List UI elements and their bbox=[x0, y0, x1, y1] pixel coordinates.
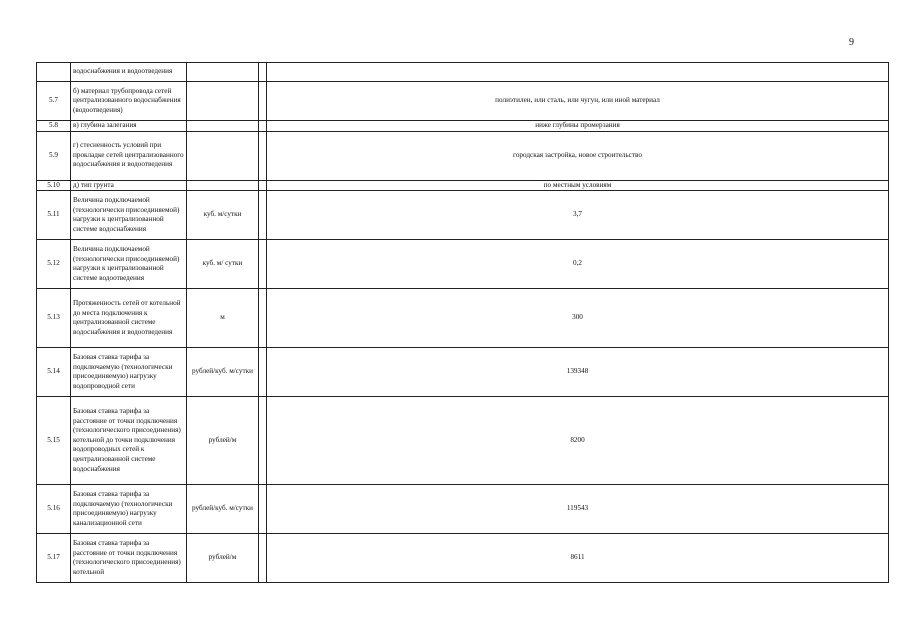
page-number: 9 bbox=[849, 37, 854, 48]
row-parameter: Величина подключаемой (технологически присоединяемой) нагрузки к централизованной системе водоснабжения bbox=[71, 191, 187, 240]
row-number: 5.7 bbox=[37, 82, 71, 121]
table-row bbox=[37, 240, 889, 289]
table-row bbox=[37, 121, 889, 132]
row-value: 119543 bbox=[267, 485, 889, 534]
row-parameter: б) материал трубопровода сетей централизованного водоснабжения (водоотведения) bbox=[71, 82, 187, 121]
row-number: 5.16 bbox=[37, 485, 71, 534]
row-parameter: водоснабжения и водоотведения bbox=[71, 63, 187, 82]
row-unit bbox=[187, 63, 259, 82]
row-parameter: г) стесненность условий при прокладке сетей централизованного водоснабжения и водоотведения bbox=[71, 131, 187, 180]
row-unit: куб. м/ сутки bbox=[187, 240, 259, 289]
table-row bbox=[37, 191, 889, 240]
row-unit: м bbox=[187, 289, 259, 348]
column-gap bbox=[259, 63, 267, 82]
row-value: 8611 bbox=[267, 534, 889, 583]
row-unit bbox=[187, 131, 259, 180]
row-parameter: Протяженность сетей от котельной до места подключения к централизованной системе водоснабжения и водоотведения bbox=[71, 289, 187, 348]
row-parameter: Базовая ставка тарифа за подключаемую (технологически присоединяемую) нагрузку водопроводной сети bbox=[71, 348, 187, 397]
row-unit: куб. м/сутки bbox=[187, 191, 259, 240]
row-parameter: Базовая ставка тарифа за расстояние от точки подключения (технологического присоединения) котельной до точки подключения водопроводных сетей к централизованной системе водоснабжения bbox=[71, 397, 187, 485]
row-value bbox=[267, 63, 889, 82]
column-gap bbox=[259, 240, 267, 289]
column-gap bbox=[259, 121, 267, 132]
column-gap bbox=[259, 191, 267, 240]
row-unit: рублей/куб. м/сутки bbox=[187, 485, 259, 534]
row-parameter: Базовая ставка тарифа за подключаемую (технологически присоединяемую) нагрузку канализационной сети bbox=[71, 485, 187, 534]
column-gap bbox=[259, 534, 267, 583]
table-row bbox=[37, 485, 889, 534]
column-gap bbox=[259, 131, 267, 180]
row-number: 5.9 bbox=[37, 131, 71, 180]
row-value: 300 bbox=[267, 289, 889, 348]
row-number bbox=[37, 63, 71, 82]
row-number: 5.10 bbox=[37, 180, 71, 191]
row-number: 5.15 bbox=[37, 397, 71, 485]
column-gap bbox=[259, 348, 267, 397]
row-value: 8200 bbox=[267, 397, 889, 485]
row-number: 5.11 bbox=[37, 191, 71, 240]
row-unit: рублей/куб. м/сутки bbox=[187, 348, 259, 397]
column-gap bbox=[259, 82, 267, 121]
column-gap bbox=[259, 289, 267, 348]
column-gap bbox=[259, 397, 267, 485]
row-value: ниже глубины промерзания bbox=[267, 121, 889, 132]
row-number: 5.8 bbox=[37, 121, 71, 132]
row-number: 5.12 bbox=[37, 240, 71, 289]
row-unit: рублей/м bbox=[187, 397, 259, 485]
table-row bbox=[37, 131, 889, 180]
row-unit bbox=[187, 121, 259, 132]
row-value: по местным условиям bbox=[267, 180, 889, 191]
row-value: полиэтилен, или сталь, или чугун, или иной материал bbox=[267, 82, 889, 121]
row-parameter: д) тип грунта bbox=[71, 180, 187, 191]
row-parameter: в) глубина залегания bbox=[71, 121, 187, 132]
row-number: 5.14 bbox=[37, 348, 71, 397]
column-gap bbox=[259, 180, 267, 191]
row-parameter: Величина подключаемой (технологически присоединяемой) нагрузки к централизованной системе водоотведения bbox=[71, 240, 187, 289]
table-row bbox=[37, 82, 889, 121]
column-gap bbox=[259, 485, 267, 534]
row-number: 5.13 bbox=[37, 289, 71, 348]
specification-table bbox=[36, 62, 889, 583]
row-number: 5.17 bbox=[37, 534, 71, 583]
row-parameter: Базовая ставка тарифа за расстояние от точки подключения (технологического присоединения) котельной bbox=[71, 534, 187, 583]
row-value: 139348 bbox=[267, 348, 889, 397]
table-row bbox=[37, 180, 889, 191]
row-unit: рублей/м bbox=[187, 534, 259, 583]
table-row bbox=[37, 348, 889, 397]
row-value: 3,7 bbox=[267, 191, 889, 240]
row-value: городская застройка, новое строительство bbox=[267, 131, 889, 180]
row-unit bbox=[187, 82, 259, 121]
table-row bbox=[37, 289, 889, 348]
table-row bbox=[37, 534, 889, 583]
row-value: 0,2 bbox=[267, 240, 889, 289]
table-row bbox=[37, 397, 889, 485]
table-row bbox=[37, 63, 889, 82]
row-unit bbox=[187, 180, 259, 191]
